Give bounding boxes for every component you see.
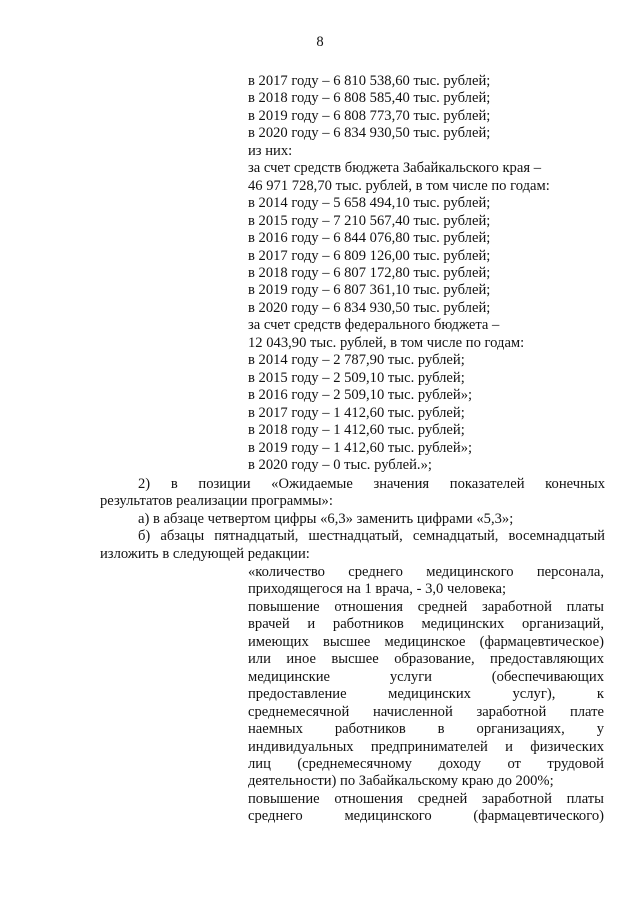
funding-line: в 2019 году – 1 412,60 тыс. рублей»;: [248, 439, 473, 456]
quote-line: деятельности) по Забайкальскому краю до 200%;: [248, 773, 554, 790]
quote-line: врачей и работников медицинских организаций,: [248, 616, 604, 633]
funding-line: 12 043,90 тыс. рублей, в том числе по годам:: [248, 334, 525, 351]
quote-line: наемных работников в организациях, у: [248, 721, 604, 738]
funding-line: за счет средств федерального бюджета –: [248, 317, 500, 334]
funding-line: в 2016 году – 6 844 076,80 тыс. рублей;: [248, 230, 491, 247]
quote-line: приходящегося на 1 врача, - 3,0 человека;: [248, 581, 507, 598]
item-2-line-2: результатов реализации программы»:: [100, 493, 333, 510]
funding-line: в 2020 году – 6 834 930,50 тыс. рублей;: [248, 299, 491, 316]
quote-line: индивидуальных предпринимателей и физических: [248, 738, 604, 755]
quote-line: среднего медицинского (фармацевтического): [248, 808, 604, 825]
amendments-section: [100, 476, 605, 563]
quote-line: медицинские услуги (обеспечивающих: [248, 668, 604, 685]
item-b-line-2: изложить в следующей редакции:: [100, 545, 310, 562]
funding-line: в 2017 году – 6 810 538,60 тыс. рублей;: [248, 73, 491, 89]
quote-line: или иное высшее образование, предоставляющих: [248, 651, 604, 668]
funding-line: в 2015 году – 2 509,10 тыс. рублей;: [248, 369, 465, 386]
funding-line: в 2019 году – 6 808 773,70 тыс. рублей;: [248, 107, 491, 124]
funding-line: в 2018 году – 6 807 172,80 тыс. рублей;: [248, 264, 491, 281]
funding-line: в 2014 году – 2 787,90 тыс. рублей;: [248, 352, 465, 369]
quote-line: «количество среднего медицинского персонала,: [248, 564, 604, 580]
funding-line: в 2018 году – 6 808 585,40 тыс. рублей;: [248, 90, 491, 107]
funding-line: из них:: [248, 142, 293, 159]
quote-line: предоставление медицинских услуг), к: [248, 686, 604, 703]
item-b-line-1: б) абзацы пятнадцатый, шестнадцатый, семнадцатый, восемнадцатый: [138, 528, 605, 545]
funding-line: в 2017 году – 6 809 126,00 тыс. рублей;: [248, 247, 491, 264]
quote-line: имеющих высшее медицинское (фармацевтическое): [248, 633, 604, 650]
funding-line: в 2019 году – 6 807 361,10 тыс. рублей;: [248, 282, 491, 299]
quoted-new-text: [248, 564, 604, 826]
funding-line: в 2016 году – 2 509,10 тыс. рублей»;: [248, 387, 473, 404]
funding-by-year-block: [248, 73, 608, 474]
item-2-line-1: 2) в позиции «Ожидаемые значения показателей конечных: [138, 476, 605, 492]
quote-line: лиц (среднемесячному доходу от трудовой: [248, 755, 604, 772]
item-a: а) в абзаце четвертом цифры «6,3» заменить цифрами «5,3»;: [138, 510, 514, 527]
funding-line: в 2014 году – 5 658 494,10 тыс. рублей;: [248, 195, 491, 212]
quote-line: повышение отношения средней заработной платы: [248, 598, 604, 615]
funding-line: в 2017 году – 1 412,60 тыс. рублей;: [248, 404, 465, 421]
funding-line: в 2020 году – 0 тыс. рублей.»;: [248, 456, 432, 473]
funding-line: 46 971 728,70 тыс. рублей, в том числе по годам:: [248, 177, 550, 194]
funding-line: в 2018 году – 1 412,60 тыс. рублей;: [248, 422, 465, 439]
page-number: 8: [316, 34, 324, 50]
quote-line: среднемесячной начисленной заработной плате: [248, 703, 604, 720]
funding-line: в 2020 году – 6 834 930,50 тыс. рублей;: [248, 125, 491, 142]
funding-line: в 2015 году – 7 210 567,40 тыс. рублей;: [248, 212, 491, 229]
quote-line: повышение отношения средней заработной платы: [248, 790, 604, 807]
funding-line: за счет средств бюджета Забайкальского края –: [248, 160, 541, 177]
